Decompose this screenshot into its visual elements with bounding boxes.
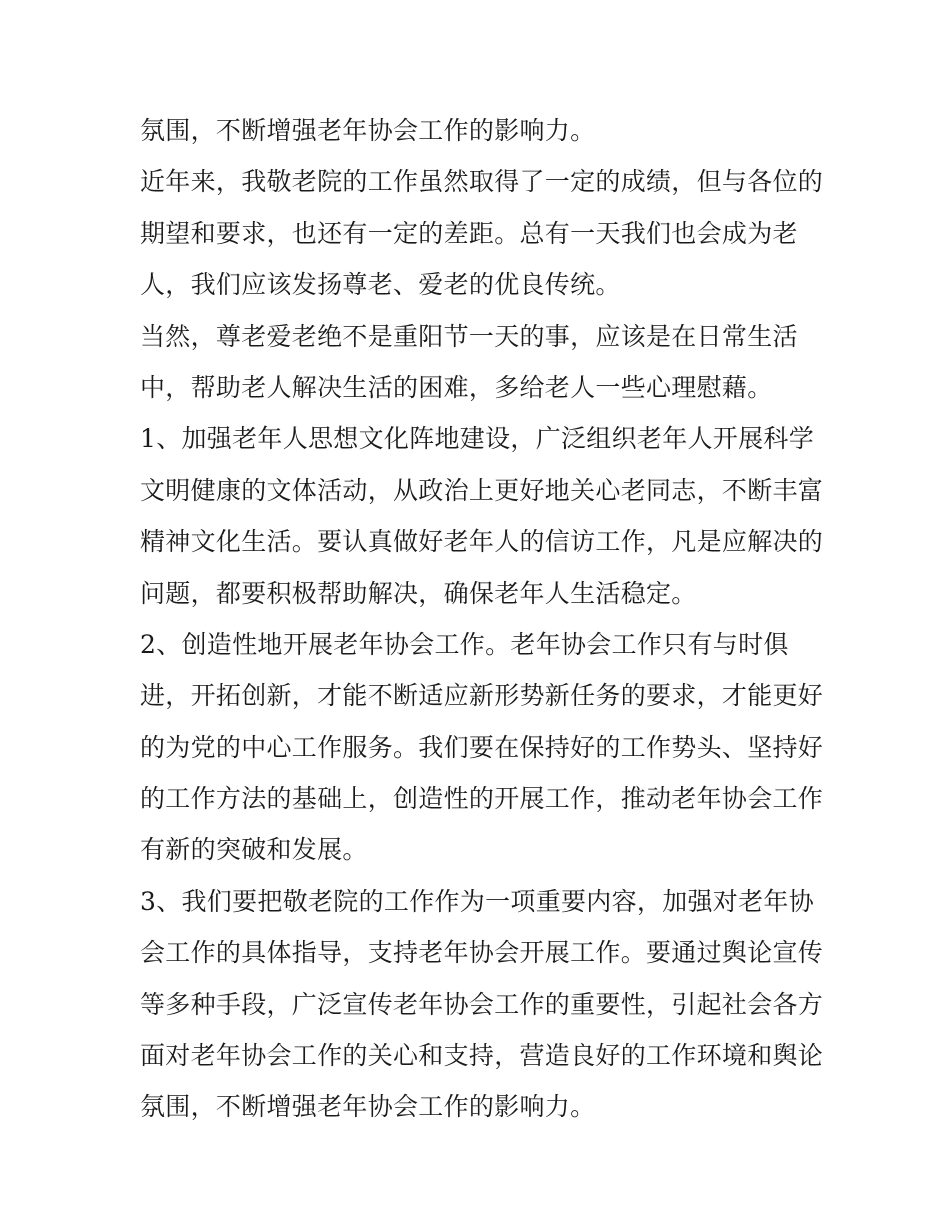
- text-line: 1、加强老年人思想文化阵地建设，广泛组织老年人开展科学: [140, 424, 815, 454]
- text-line: 中，帮助老人解决生活的困难，多给老人一些心理慰藉。: [140, 372, 773, 402]
- text-line: 问题，都要积极帮助解决，确保老年人生活稳定。: [140, 578, 697, 608]
- text-line: 精神文化生活。要认真做好老年人的信访工作，凡是应解决的: [140, 527, 824, 557]
- document-body: [140, 105, 824, 1133]
- text-line: 的为党的中心工作服务。我们要在保持好的工作势头、坚持好: [140, 732, 824, 762]
- text-line: 进，开拓创新，才能不断适应新形势新任务的要求，才能更好: [140, 681, 824, 711]
- text-line: 氛围，不断增强老年协会工作的影响力。: [140, 1092, 596, 1122]
- text-line: 3、我们要把敬老院的工作作为一项重要内容，加强对老年协: [140, 886, 815, 916]
- text-line: 有新的突破和发展。: [140, 835, 368, 865]
- text-line: 等多种手段，广泛宣传老年协会工作的重要性，引起社会各方: [140, 989, 824, 1019]
- text-line: 会工作的具体指导，支持老年协会开展工作。要通过舆论宣传: [140, 938, 824, 968]
- text-line: 2、创造性地开展老年协会工作。老年协会工作只有与时俱: [140, 629, 789, 659]
- text-line: 的工作方法的基础上，创造性的开展工作，推动老年协会工作: [140, 784, 824, 814]
- text-line: 氛围，不断增强老年协会工作的影响力。: [140, 116, 596, 145]
- text-line: 面对老年协会工作的关心和支持，营造良好的工作环境和舆论: [140, 1041, 824, 1071]
- text-line: 文明健康的文体活动，从政治上更好地关心老同志，不断丰富: [140, 475, 824, 505]
- text-line: 期望和要求，也还有一定的差距。总有一天我们也会成为老: [140, 218, 798, 248]
- text-line: 近年来，我敬老院的工作虽然取得了一定的成绩，但与各位的: [140, 167, 824, 197]
- text-line: 人，我们应该发扬尊老、爱老的优良传统。: [140, 270, 621, 300]
- text-line: 当然，尊老爱老绝不是重阳节一天的事，应该是在日常生活: [140, 321, 798, 351]
